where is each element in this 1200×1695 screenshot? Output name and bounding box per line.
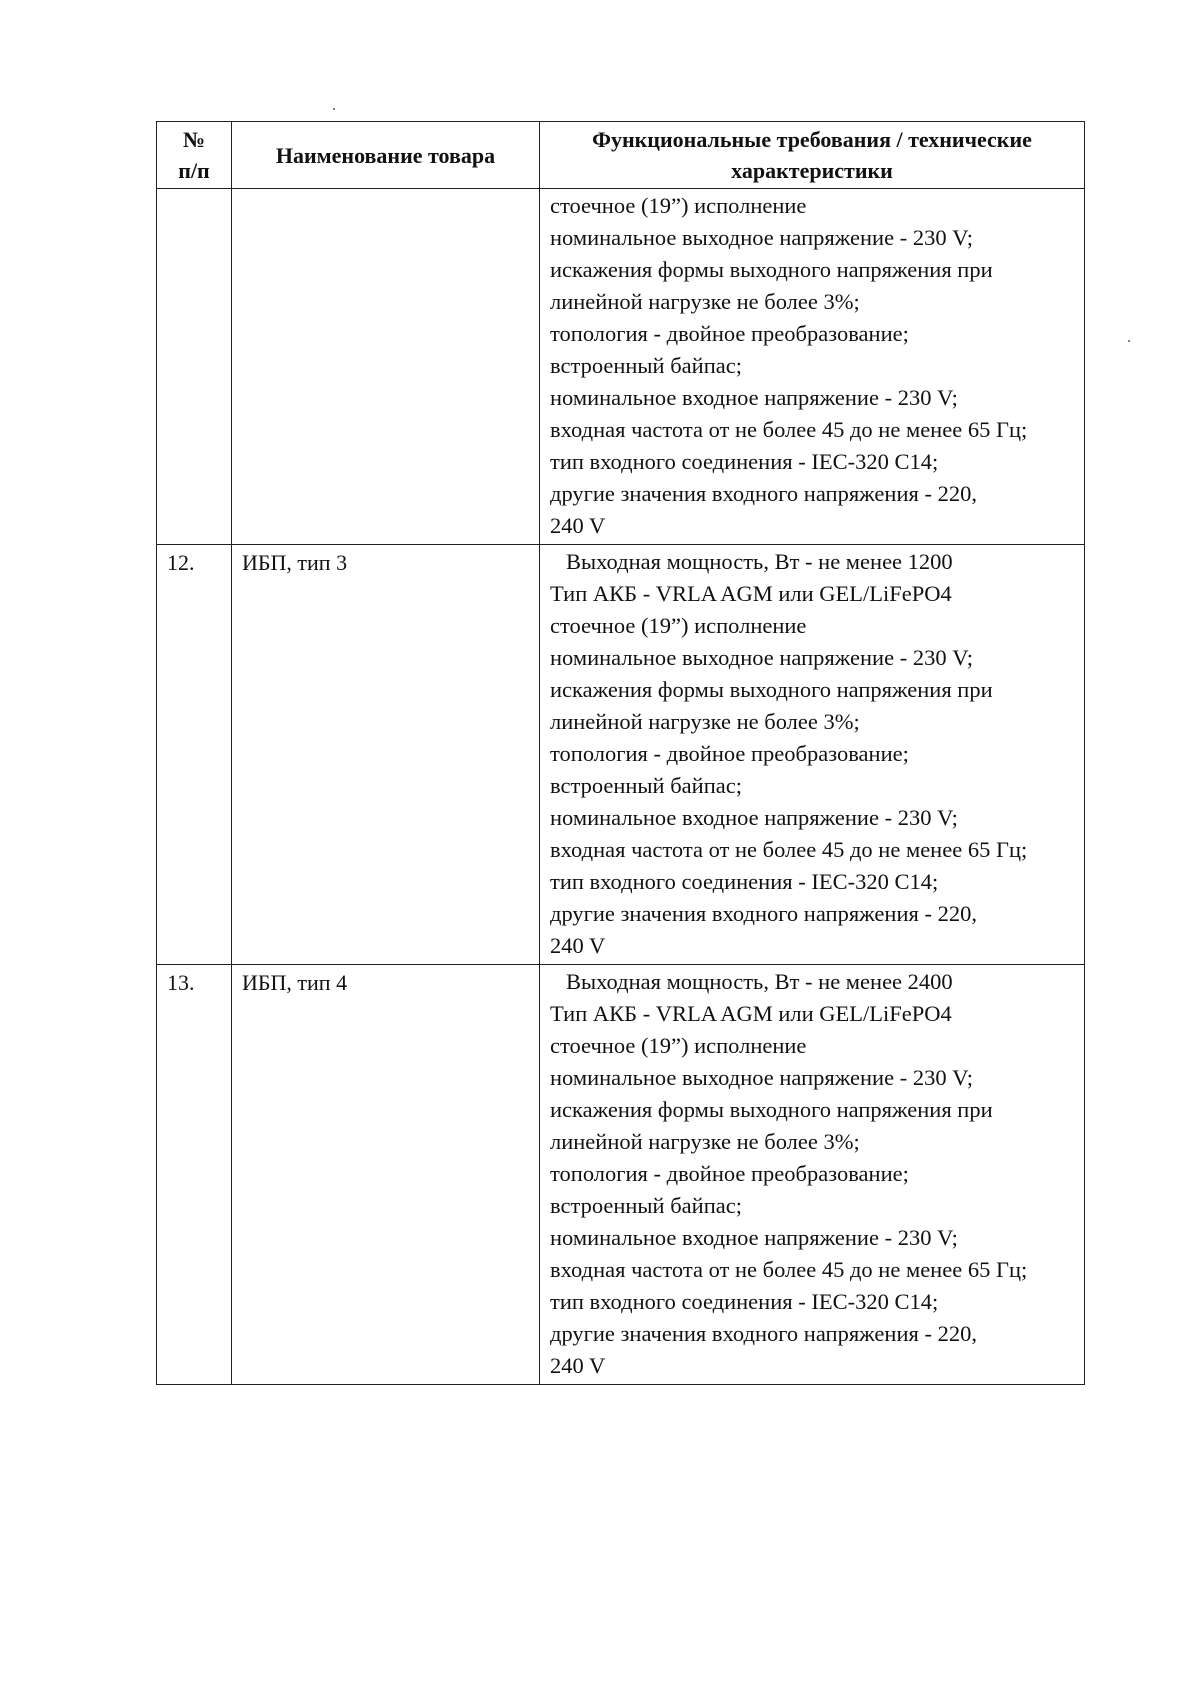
spec-line: топология - двойное преобразование; [550,741,909,766]
scan-speck [1128,340,1130,342]
table-row [157,189,1085,545]
table-header-row [157,122,1085,189]
spec-line: входная частота от не более 45 до не менее 65 Гц; [550,837,1028,862]
spec-line: тип входного соединения - IEC-320 C14; [550,869,939,894]
spec-line: другие значения входного напряжения - 220, [550,1321,977,1346]
row-number [157,189,232,545]
spec-line: входная частота от не более 45 до не менее 65 Гц; [550,417,1028,442]
spec-line: 240 V [550,933,606,958]
spec-line: искажения формы выходного напряжения при [550,1097,993,1122]
spec-line: топология - двойное преобразование; [550,321,909,346]
spec-line: встроенный байпас; [550,353,742,378]
spec-line: номинальное входное напряжение - 230 V; [550,805,958,830]
product-name: ИБП, тип 4 [232,965,540,1385]
spec-line: искажения формы выходного напряжения при [550,257,993,282]
product-name: ИБП, тип 3 [232,545,540,965]
table-row [157,965,1085,1385]
spec-line: номинальное входное напряжение - 230 V; [550,1225,958,1250]
scan-speck [333,108,335,110]
header-spec-line1: Функциональные требования / технические [592,127,1032,152]
spec-line: линейной нагрузке не более 3%; [550,709,860,734]
spec-line: Тип АКБ - VRLA AGM или GEL/LiFePO4 [550,581,952,606]
spec-line: другие значения входного напряжения - 220, [550,901,977,926]
product-specs [540,545,1085,965]
spec-line: топология - двойное преобразование; [550,1161,909,1186]
product-specs [540,189,1085,545]
row-number: 13. [157,965,232,1385]
spec-line: встроенный байпас; [550,773,742,798]
spec-line: тип входного соединения - IEC-320 C14; [550,1289,939,1314]
spec-line: номинальное входное напряжение - 230 V; [550,385,958,410]
header-number [157,122,232,189]
spec-line: Выходная мощность, Вт - не менее 1200 [566,549,953,574]
spec-line: другие значения входного напряжения - 220, [550,481,977,506]
spec-line: тип входного соединения - IEC-320 C14; [550,449,939,474]
product-name [232,189,540,545]
spec-line: 240 V [550,513,606,538]
spec-line: Выходная мощность, Вт - не менее 2400 [566,969,953,994]
spec-line: номинальное выходное напряжение - 230 V; [550,225,974,250]
spec-line: стоечное (19”) исполнение [550,613,807,638]
spec-line: линейной нагрузке не более 3%; [550,1129,860,1154]
specification-table [156,121,1085,1385]
header-number-line1: № [182,127,206,152]
spec-line: Тип АКБ - VRLA AGM или GEL/LiFePO4 [550,1001,952,1026]
spec-line: номинальное выходное напряжение - 230 V; [550,645,974,670]
spec-line: стоечное (19”) исполнение [550,193,807,218]
product-specs [540,965,1085,1385]
spec-line: встроенный байпас; [550,1193,742,1218]
header-spec-line2: характеристики [731,158,893,183]
spec-line: 240 V [550,1353,606,1378]
spec-line: искажения формы выходного напряжения при [550,677,993,702]
header-number-line2: п/п [178,158,210,183]
spec-line: входная частота от не более 45 до не менее 65 Гц; [550,1257,1028,1282]
table-row [157,545,1085,965]
header-name: Наименование товара [232,122,540,189]
spec-line: стоечное (19”) исполнение [550,1033,807,1058]
row-number: 12. [157,545,232,965]
header-spec [540,122,1085,189]
spec-line: номинальное выходное напряжение - 230 V; [550,1065,974,1090]
table-body [157,189,1085,1385]
spec-line: линейной нагрузке не более 3%; [550,289,860,314]
